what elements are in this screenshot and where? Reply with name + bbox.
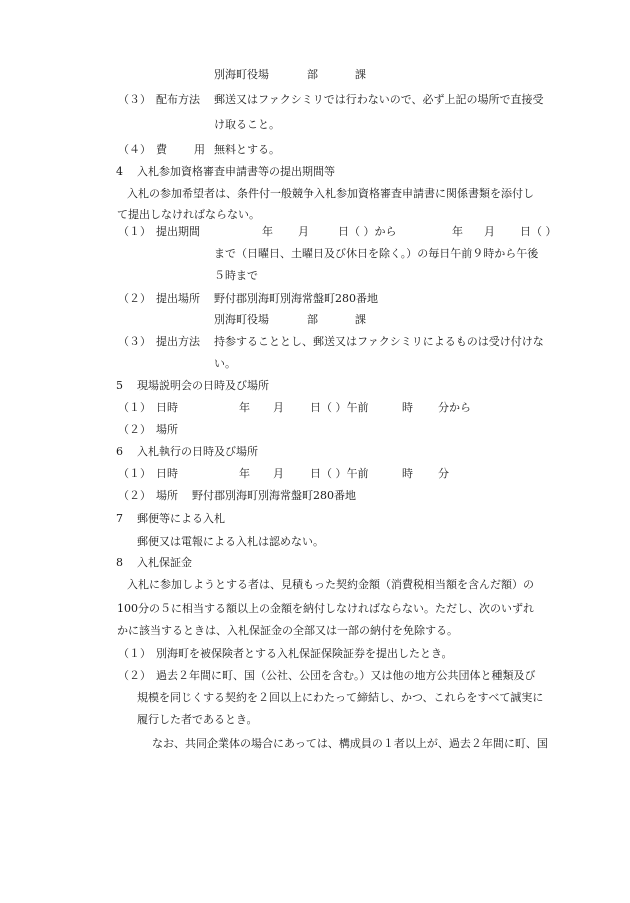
date-year: 年 [452, 225, 463, 238]
section-number: 5 [116, 379, 123, 392]
item-body: ５時まで [214, 269, 258, 282]
date-day: 日（ ）午前 [310, 467, 369, 480]
date-month: 月 [273, 401, 284, 414]
item-number: （３） [118, 335, 151, 348]
section-number: 7 [116, 512, 123, 525]
text-department: 部 [307, 68, 318, 81]
date-month: 月 [298, 225, 309, 238]
item-body: け取ること。 [214, 118, 280, 131]
date-month: 月 [484, 225, 495, 238]
paragraph-text: なお、共同企業体の場合にあっては、構成員の１者以上が、過去２年間に町、国 [152, 737, 548, 750]
item-body: 規模を同じくする契約を２回以上にわたって締結し、かつ、これらをすべて誠実に [137, 691, 544, 704]
item-label-part: 用 [194, 143, 205, 156]
time-hour: 時 [402, 401, 413, 414]
item-number: （２） [118, 489, 151, 502]
date-month: 月 [273, 467, 284, 480]
date-year: 年 [262, 225, 273, 238]
section-title: 郵便等による入札 [137, 512, 225, 525]
item-label: 日時 [156, 467, 178, 480]
item-body: 過去２年間に町、国（公社、公団を含む。）又は他の地方公共団体と種類及び [156, 669, 536, 682]
item-label: 提出期間 [156, 225, 200, 238]
item-label: 場所 [156, 489, 178, 502]
date-year: 年 [239, 467, 250, 480]
paragraph-text: 100分の５に相当する額以上の金額を納付しなければならない。ただし、次のいずれ [117, 602, 534, 615]
time-minute: 分から [438, 401, 471, 414]
item-number: （２） [118, 423, 151, 436]
paragraph-text: て提出しなければならない。 [117, 208, 260, 221]
item-number: （１） [118, 225, 151, 238]
section-number: 4 [116, 165, 123, 178]
item-number: （３） [118, 93, 151, 106]
paragraph-text: 郵便又は電報による入札は認めない。 [137, 535, 324, 548]
text-office-name: 別海町役場 [214, 313, 269, 326]
section-title: 入札執行の日時及び場所 [137, 445, 258, 458]
text-office-name: 別海町役場 [214, 68, 269, 81]
date-day-to: 日（ ） [520, 225, 557, 238]
item-body: い。 [214, 357, 236, 370]
date-year: 年 [239, 401, 250, 414]
section-number: 8 [116, 556, 123, 569]
item-label: 提出場所 [156, 292, 200, 305]
item-label: 場所 [156, 423, 178, 436]
address-text: 野付郡別海町別海常盤町280番地 [214, 292, 378, 305]
item-body: まで（日曜日、土曜日及び休日を除く。）の毎日午前９時から午後 [214, 247, 539, 260]
item-number: （１） [118, 467, 151, 480]
text-department: 部 [307, 313, 318, 326]
paragraph-text: かに該当するときは、入札保証金の全部又は一部の納付を免除する。 [117, 624, 458, 637]
item-number: （４） [118, 143, 151, 156]
item-number: （２） [118, 292, 151, 305]
date-day-from: 日（ ）から [338, 225, 397, 238]
time-minute: 分 [438, 467, 449, 480]
paragraph-text: 入札の参加希望者は、条件付一般競争入札参加資格審査申請書に関係書類を添付し [127, 187, 534, 200]
item-body: 別海町を被保険者とする入札保証保険証券を提出したとき。 [156, 647, 453, 660]
section-title: 入札保証金 [137, 556, 192, 569]
address-text: 野付郡別海町別海常盤町280番地 [192, 489, 356, 502]
item-label: 配布方法 [156, 93, 200, 106]
text-section: 課 [355, 68, 366, 81]
text-section: 課 [355, 313, 366, 326]
item-label: 提出方法 [156, 335, 200, 348]
section-title: 現場説明会の日時及び場所 [137, 379, 269, 392]
item-number: （１） [118, 401, 151, 414]
item-body: 無料とする。 [214, 143, 280, 156]
item-body: 持参することとし、郵送又はファクシミリによるものは受け付けな [214, 335, 544, 348]
time-hour: 時 [402, 467, 413, 480]
item-label-part: 費 [156, 143, 167, 156]
paragraph-text: 入札に参加しようとする者は、見積もった契約金額（消費税相当額を含んだ額）の [127, 578, 534, 591]
section-number: 6 [116, 445, 123, 458]
item-label: 日時 [156, 401, 178, 414]
date-day: 日（ ）午前 [310, 401, 369, 414]
item-body: 履行した者であるとき。 [137, 713, 258, 726]
item-number: （２） [118, 669, 151, 682]
section-title: 入札参加資格審査申請書等の提出期間等 [137, 165, 335, 178]
item-number: （１） [118, 647, 151, 660]
item-body: 郵送又はファクシミリでは行わないので、必ず上記の場所で直接受 [214, 93, 544, 106]
